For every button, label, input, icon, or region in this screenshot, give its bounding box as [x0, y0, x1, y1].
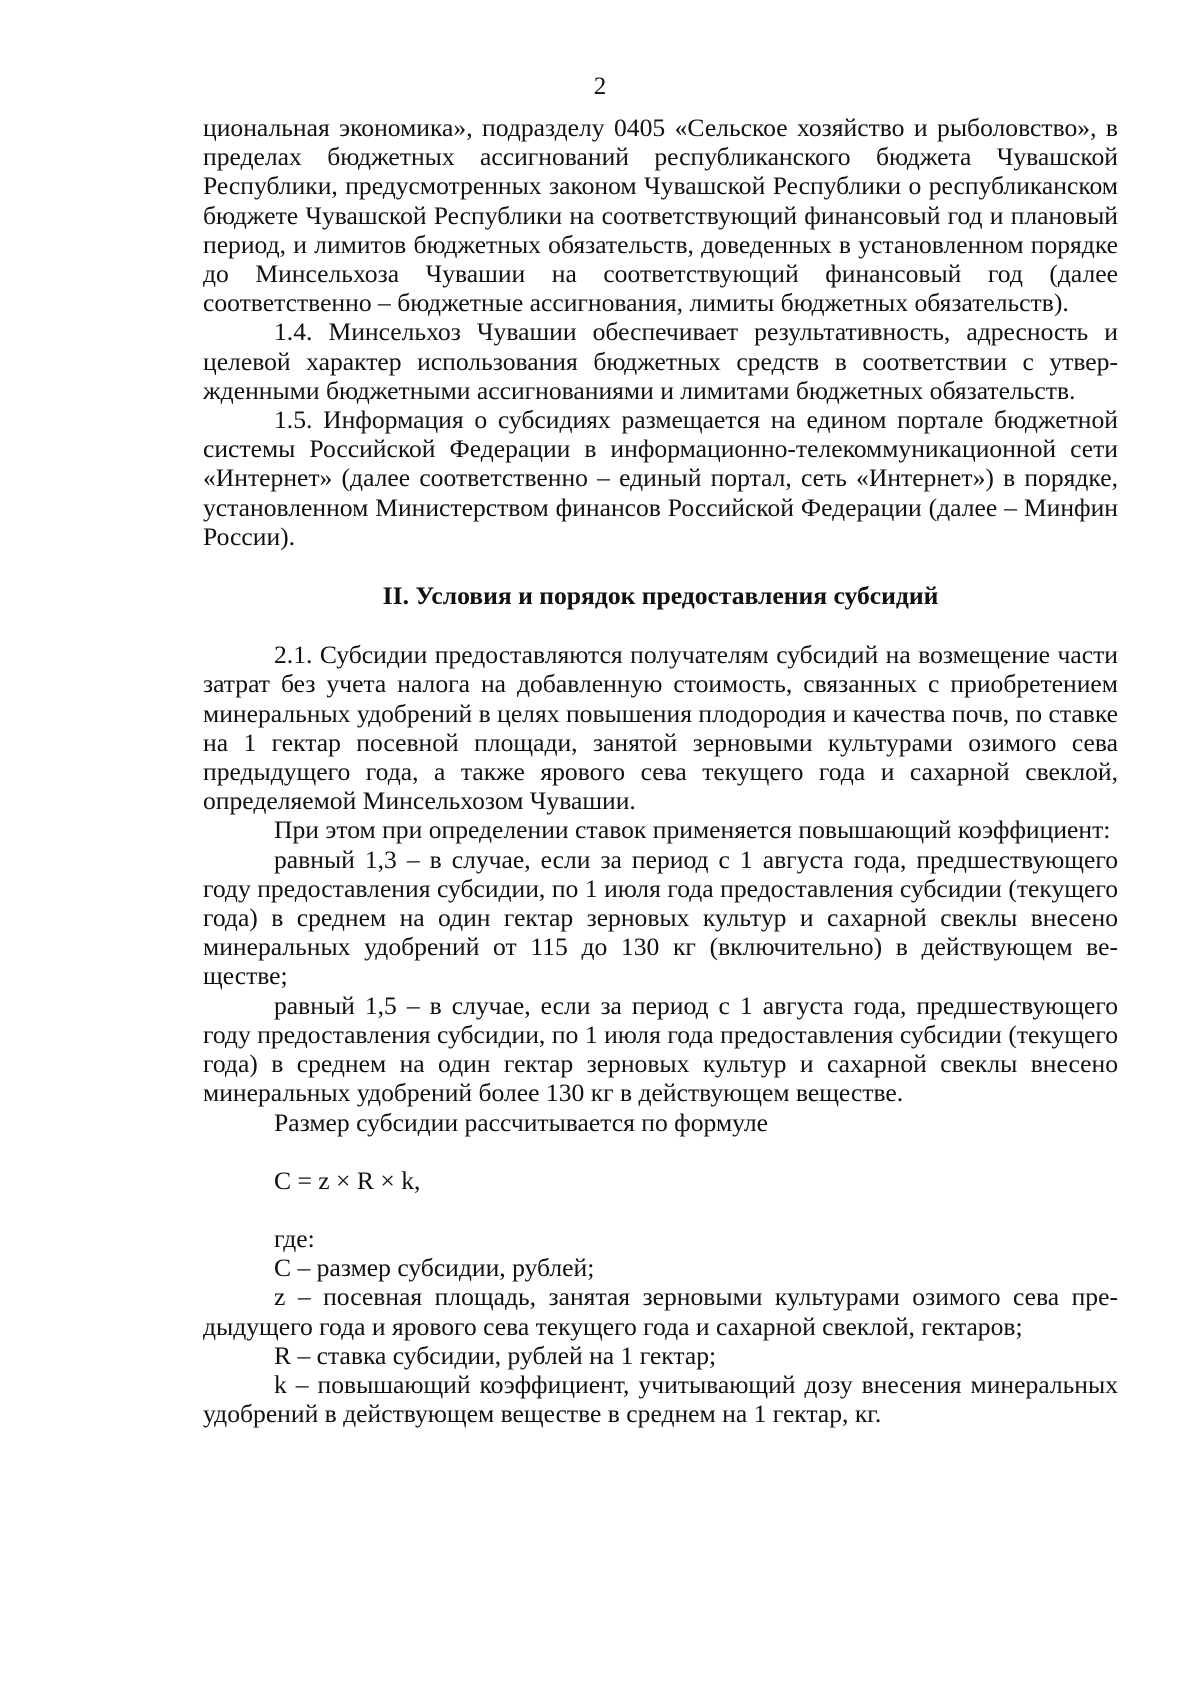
definition-c: C – размер субсидии, рублей; — [274, 1253, 595, 1283]
definition-k: k – повышающий коэффициент, учитывающий дозу внесения минеральных удобрений в действующем веществе в среднем на 1 гектар, кг. — [203, 1369, 1118, 1429]
paragraph-1-5: 1.5. Информация о субсидиях размещается на едином портале бюджетной системы Российской Федерации в информационно-телекоммуникационной сети «Интернет» (далее соответственно – единый портал, сеть «Интернет») в порядке, установленном Министерством финансов Российской Федерации (далее – Минфин России). — [203, 405, 1118, 551]
paragraph-coefficient-intro: При этом при определении ставок применяется повышающий коэффициент: — [274, 815, 1111, 845]
paragraph-formula-intro: Размер субсидии рассчитывается по формуле — [274, 1107, 768, 1137]
subsidy-formula: C = z × R × k, — [274, 1165, 421, 1195]
paragraph-1-4: 1.4. Минсельхоз Чувашии обеспечивает результативность, адресность и целевой характер использования бюджетных средств в соответствии с утвержденными бюджетными ассигнованиями и лимитами бюджетных обязательств. — [203, 317, 1118, 405]
paragraph-2-1: 2.1. Субсидии предоставляются получателям субсидий на возмещение части затрат без учета налога на добавленную стоимость, связанных с приобретением минеральных удобрений в целях повышения плодородия и качества почв, по ставке на 1 гектар посевной площади, занятой зерновыми культурами озимого сева предыдущего года, а также ярового сева текущего года и сахарной свеклой, определяемой Минсельхозом Чувашии. — [203, 640, 1118, 816]
paragraph-where: где: — [274, 1223, 315, 1253]
paragraph-coefficient-1-3: равный 1,3 – в случае, если за период с 1 августа года, предшествующего году предоставления субсидии, по 1 июля года предоставления субсидии (текущего года) в среднем на один гектар зерновых культур и сахарной свеклы внесено минеральных удобрений от 115 до 130 кг (включительно) в действующем веществе; — [203, 844, 1118, 991]
paragraph-coefficient-1-5: равный 1,5 – в случае, если за период с 1 августа года, предшествующего году предоставления субсидии, по 1 июля года предоставления субсидии (текущего года) в среднем на один гектар зерновых культур и сахарной свеклы внесено минеральных удобрений более 130 кг в действующем веществе. — [203, 990, 1118, 1108]
page-number: 2 — [593, 73, 607, 100]
definition-r: R – ставка субсидии, рублей на 1 гектар; — [274, 1340, 717, 1370]
definition-z: z – посевная площадь, занятая зерновыми культурами озимого сева предыдущего года и ярового сева текущего года и сахарной свеклой, гектаров; — [203, 1282, 1118, 1341]
section-heading: II. Условия и порядок предоставления субсидий — [382, 581, 939, 611]
document-body — [203, 113, 1118, 1428]
paragraph-budget-allocations: циональная экономика», подразделу 0405 «Сельское хозяйство и рыболовство», в пределах бюджетных ассигнований республиканского бюджета Чувашской Республики, предусмотренных законом Чувашской Республики о республиканском бюджете Чувашской Республики на соответствующий финансовый год и плановый период, и лимитов бюджетных обязательств, доведенных в установленном порядке до Минсельхоза Чувашии на соответствующий финансовый год (далее соответственно – бюджетные ассигнования, лимиты бюджетных обязательств). — [203, 113, 1118, 318]
